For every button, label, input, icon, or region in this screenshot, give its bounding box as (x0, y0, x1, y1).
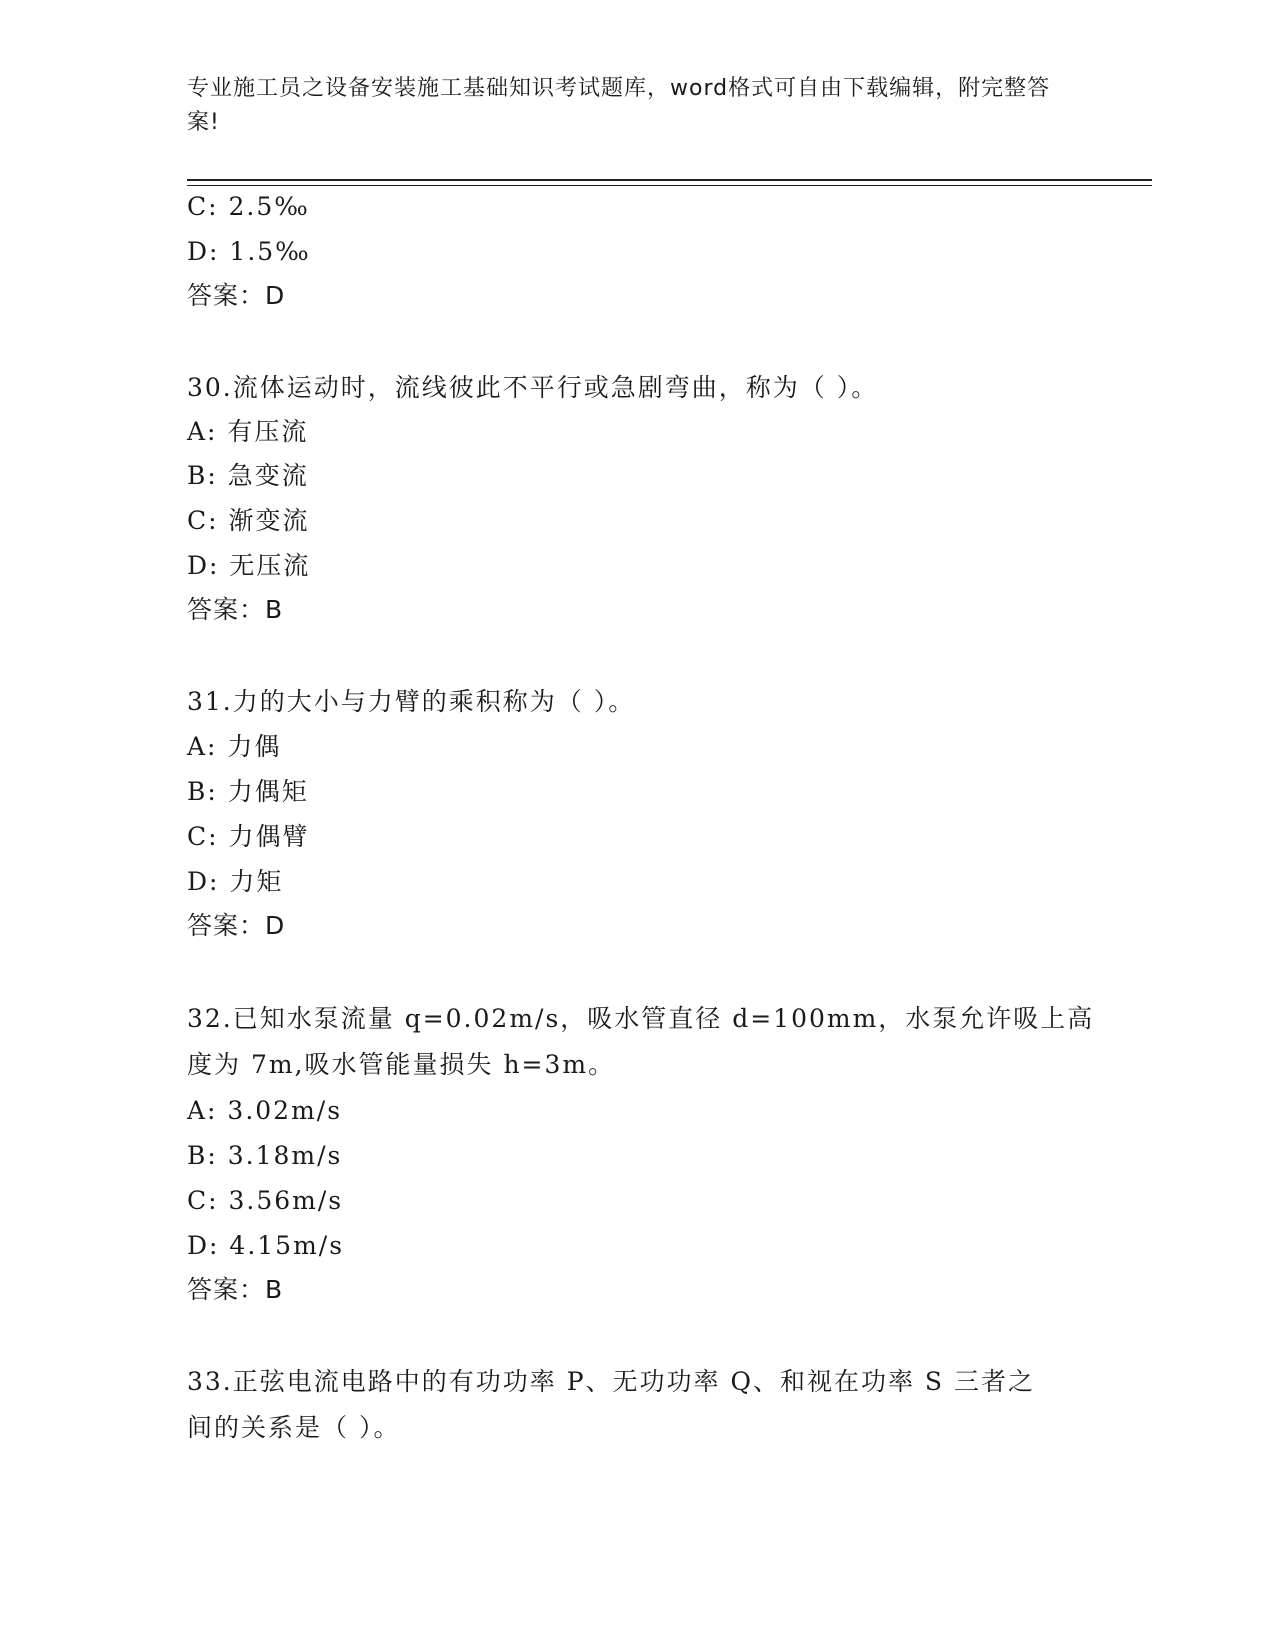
q31-option-a: A: 力偶 (187, 732, 282, 761)
q33-question-line2: 间的关系是（ ）。 (187, 1413, 401, 1442)
q29-option-c: C: 2.5‰ (187, 192, 310, 221)
q32-question-line2: 度为 7m,吸水管能量损失 h=3m。 (187, 1050, 616, 1079)
q29-answer: 答案：D (187, 281, 286, 310)
q31-option-c: C: 力偶臂 (187, 822, 310, 851)
header-divider-thin (187, 185, 1152, 186)
q32-option-c: C: 3.56m/s (187, 1186, 344, 1215)
q31-option-b: B: 力偶矩 (187, 777, 309, 806)
q32-option-b: B: 3.18m/s (187, 1141, 343, 1170)
q30-option-c: C: 渐变流 (187, 506, 310, 535)
q30-question: 30.流体运动时，流线彼此不平行或急剧弯曲，称为（ ）。 (187, 373, 879, 402)
q31-option-d: D: 力矩 (187, 867, 284, 896)
q30-option-a: A: 有压流 (187, 417, 309, 446)
header-divider (187, 179, 1152, 181)
q33-question-line1: 33.正弦电流电路中的有功功率 P、无功功率 Q、和视在功率 S 三者之 (187, 1367, 1035, 1396)
q30-option-b: B: 急变流 (187, 461, 309, 490)
q29-option-d: D: 1.5‰ (187, 237, 311, 266)
page-header: 专业施工员之设备安装施工基础知识考试题库，word格式可自由下载编辑，附完整答案! (187, 76, 1051, 135)
q30-option-d: D: 无压流 (187, 551, 311, 580)
q32-option-d: D: 4.15m/s (187, 1231, 345, 1260)
q31-question: 31.力的大小与力臂的乘积称为（ ）。 (187, 687, 636, 716)
q31-answer: 答案：D (187, 911, 286, 940)
q30-answer: 答案：B (187, 595, 284, 624)
q32-answer: 答案：B (187, 1275, 284, 1304)
q32-option-a: A: 3.02m/s (187, 1096, 343, 1125)
q32-question-line1: 32.已知水泵流量 q=0.02m/s，吸水管直径 d=100mm，水泵允许吸上高 (187, 1004, 1095, 1033)
